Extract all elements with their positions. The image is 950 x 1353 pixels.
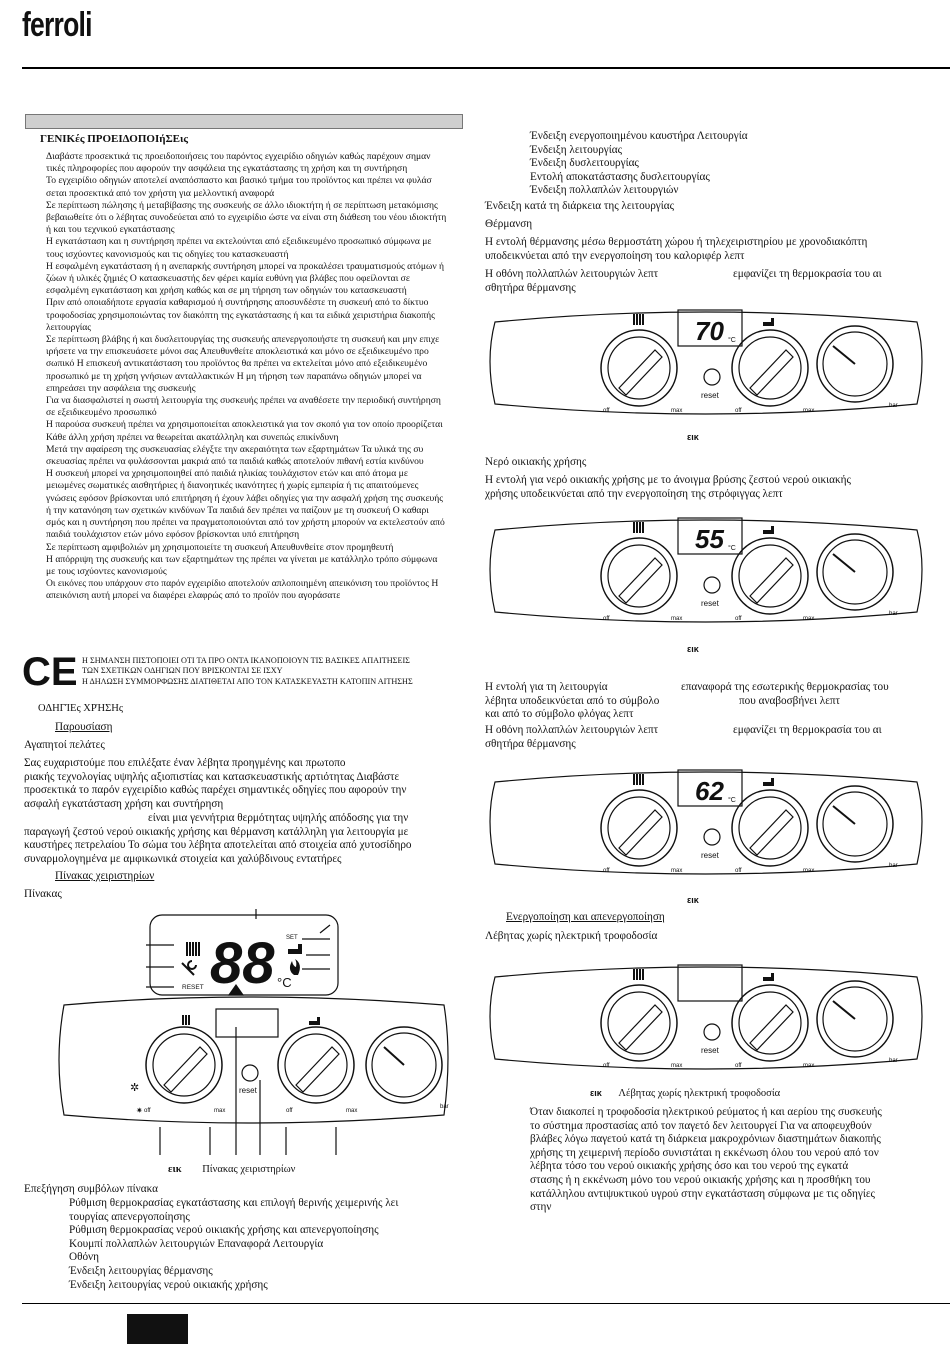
final-line: στασης ή η εκκένωση μόνο του νερού οικιακής χρήσης και η προσθήκη του <box>530 1173 871 1186</box>
display-value: 62 <box>695 776 724 806</box>
fig-prefix: εικ <box>168 1164 182 1175</box>
section-bar <box>25 114 463 129</box>
final-line: χρήσης τη χειμερινή περίοδο συνιστάται η εκκένωση όλου του νερού από τον <box>530 1146 879 1159</box>
panel-off <box>485 955 930 1083</box>
knob-off-label: off <box>144 1108 151 1114</box>
final-line: Όταν διακοπεί η τροφοδοσία ηλεκτρικού ρεύματος ή και αερίου της συσκευής <box>530 1106 882 1118</box>
brand-logo: ferroli <box>22 6 92 44</box>
warning-line: ζώων ή υλικές ζημιές Ο κατασκευαστής δεν φέρει καμία ευθύνη για βλάβες που οφείλονται σε <box>46 273 410 285</box>
knob-off-label: off <box>603 868 610 874</box>
panel-body <box>59 997 448 1123</box>
footer-rule <box>22 1303 950 1304</box>
warning-line: γνώσεις εφόσον βρίσκονται υπό επιτήρηση ή έχουν λάβει οδηγίες για την ασφαλή χρήση της συσκευής <box>46 492 444 504</box>
display-value: 70 <box>695 316 724 346</box>
small-display <box>216 1009 278 1037</box>
text-part: που αναβοσβήνει λεπτ <box>739 694 841 707</box>
knob-max-label: max <box>671 1063 683 1069</box>
desc-line: παραγωγή ζεστού νερού οικιακής χρήσης και θέρμανση κατάλληλη για λειτουργία με <box>24 825 409 838</box>
gauge-bar-label: bar <box>440 1104 449 1110</box>
fig-label: εικ <box>687 895 699 905</box>
panel-comfort <box>485 760 930 888</box>
reset-label: reset <box>701 1046 719 1055</box>
legend-item: Οθόνη <box>69 1251 99 1264</box>
reset-label: reset <box>701 391 719 400</box>
warnings-list <box>46 151 466 603</box>
legend-title: Επεξήγηση συμβόλων πίνακα <box>24 1183 158 1195</box>
tap-icon <box>763 778 774 786</box>
knob-off-label: off <box>603 408 610 414</box>
display-unit: °C <box>728 797 736 804</box>
fig-caption-text: Λέβητας χωρίς ηλεκτρική τροφοδοσία <box>618 1088 781 1099</box>
intro-line: προσεκτικά το παρόν εγχειρίδιο καθώς παρέχει σημαντικές οδηγίες που αφορούν την <box>24 784 407 797</box>
display-window <box>678 965 742 1001</box>
ce-line: ΤΩΝ ΣΧΕΤΙΚΩΝ ΟΔΗΓΙΩΝ ΠΟΥ ΒΡΙΣΚΟΝΤΑΙ ΣΕ ΙΣΧΥ <box>82 666 283 676</box>
nopower-title: Λέβητας χωρίς ηλεκτρική τροφοδοσία <box>485 930 658 942</box>
dhw-line: χρήσης υποδεικνύεται από την ενεργοποίηση της στρόφιγγας λεπτ <box>485 487 783 500</box>
display-unit: °C <box>277 975 292 990</box>
panel-heating <box>485 300 930 428</box>
fig-prefix: εικ <box>590 1088 602 1098</box>
comfort-line: και από το σύμβολο φλόγας λεπτ <box>485 708 634 721</box>
gauge-bar-label: bar <box>889 611 898 617</box>
instructions-title: ΟΔΗΓΊΕς ΧΡΉΣΗς <box>38 703 123 714</box>
ce-text <box>82 656 413 687</box>
warning-line: Σε περίπτωση βλάβης ή και δυσλειτουργίας της συσκευής απενεργοποιήστε τη συσκευή και μην επιχε <box>46 334 440 346</box>
warning-line: σε εξειδικευμένο προσωπικό <box>46 407 157 419</box>
final-paragraph <box>530 1106 882 1215</box>
warning-line: Το εγχειρίδιο οδηγιών αποτελεί αναπόσπαστο και βασικό τμήμα του προϊόντος και πρέπει να φυλάσ <box>46 175 432 187</box>
legend-item: Ρύθμιση θερμοκρασίας εγκατάστασης και επιλογή θερινής χειμερινής λει <box>69 1197 399 1209</box>
final-line: βλάβες λόγω παγετού κατά τη διάρκεια μακροχρόνιων διαστημάτων διακοπής <box>530 1133 881 1146</box>
warning-line: Μετά την αφαίρεση της συσκευασίας ελέγξτε την ακεραιότητα των εξαρτημάτων Τα υλικά της συ <box>46 443 424 455</box>
warning-line: σμός και η συντήρηση που πρέπει να πραγματοποιούνται από τον χρήστη μπορούν να εκτελεστούν από <box>46 517 445 529</box>
warning-line: τικές πληροφορίες που αφορούν την ασφάλεια της εγκατάστασης τη χρήση και τη συντήρηση <box>46 163 408 175</box>
warning-line: με τους ισχύοντες κανονισμούς <box>46 565 167 577</box>
heating-display-paragraph <box>485 268 925 295</box>
warning-line: Οι εικόνες που υπάρχουν στο παρόν εγχειρίδιο αποτελούν απλοποιημένη απεικόνιση του προϊόντος Η <box>46 578 439 590</box>
legend-item: Ένδειξη λειτουργίας <box>530 143 623 156</box>
display-value: 55 <box>695 524 724 554</box>
knob2-max-label: max <box>803 1063 815 1069</box>
intro-line: ασφαλή εγκατάσταση χρήση και συντήρηση <box>24 797 224 810</box>
warning-line: Η συσκευή μπορεί να χρησιμοποιηθεί από παιδιά ηλικίας τουλάχιστον ετών και από άτομα με <box>46 468 408 480</box>
display-set-label: SET <box>286 935 298 941</box>
greeting: Αγαπητοί πελάτες <box>24 739 105 751</box>
warning-line: ή και του τεχνικού εγκατάστασης <box>46 224 175 236</box>
panel-label: Πίνακας <box>24 888 62 900</box>
knob-max-label: max <box>214 1108 226 1114</box>
warning-line: σκευασίας πρέπει να φυλάσσονται μακριά από τα παιδιά καθώς αποτελούν πιθανή εστία κινδύνου <box>46 456 424 468</box>
figure-caption <box>168 1163 295 1177</box>
legend-item: Κουμπί πολλαπλών λειτουργιών Επαναφορά Λειτουργία <box>69 1237 324 1250</box>
wrench-icon <box>182 961 196 975</box>
heating-line: υποδεικνύεται από την ενεργοποίηση του καλοριφέρ λεπτ <box>485 249 745 262</box>
onoff-heading: Ενεργοποίηση και απενεργοποίηση <box>506 911 665 923</box>
knob-max-label: max <box>671 408 683 414</box>
comfort-display-line <box>485 724 925 738</box>
ce-line: Η ΔΗΛΩΣΗ ΣΥΜΜΟΡΦΩΣΗΣ ΔΙΑΤΙΘΕΤΑΙ ΑΠΟ ΤΟΝ ΚΑΤΑΣΚΕΥΑΣΤΗ ΚΑΤΟΠΙΝ ΑΙΤΗΣΗΣ <box>82 676 413 686</box>
warning-line: εσφαλμένη εγκατάσταση και χρήση καθώς και σε μη τήρηση των οδηγιών του κατασκευαστή <box>46 285 407 297</box>
warning-line: ιρήσετε να την επισκευάσετε μόνοι σας Απευθυνθείτε αποκλειστικά και μόνο σε εξειδικευμένο προ <box>46 346 429 358</box>
desc-line: συναρμολογημένα με αμφικωνικά στοιχεία και χαλύβδινους εντατήρες <box>24 852 342 865</box>
header-rule <box>22 67 950 69</box>
fig-caption-text: Πίνακας χειριστηρίων <box>202 1164 296 1175</box>
text-part: εμφανίζει τη θερμοκρασία του αι <box>733 268 882 280</box>
warning-line: Η εγκατάσταση και η συντήρηση πρέπει να εκτελούνται από εξειδικευμένο προσωπικό σύμφωνα με <box>46 236 432 248</box>
warning-line: ή την κατανόηση των σχετικών κινδύνων Τα παιδιά δεν πρέπει να παίζουν με τη συσκευή Ο καθαρι <box>46 504 429 516</box>
reset-button <box>704 369 720 385</box>
warning-line: παιδιά τουλάχιστον ετών μόνο εφόσον βρίσκονται υπό επιτήρηση <box>46 529 300 541</box>
comfort-display-line: σθητήρα θέρμανσης <box>485 737 576 750</box>
heating-line: Η εντολή θέρμανσης μέσω θερμοστάτη χώρου ή τηλεχειριστηρίου με χρονοδιακόπτη <box>485 236 868 248</box>
panel-heading: Πίνακας χειριστηρίων <box>55 870 155 882</box>
gauge-bar-label: bar <box>889 863 898 869</box>
warning-line: τους ισχύοντες κανονισμούς και τις οδηγίες του κατασκευαστή <box>46 248 289 260</box>
warning-line: Σε περίπτωση αμφιβολιών μη χρησιμοποιείτε τη συσκευή Απευθυνθείτε στον προμηθευτή <box>46 541 394 553</box>
legend-item: Ένδειξη ενεργοποιημένου καυστήρα Λειτουργία <box>530 130 748 142</box>
small-tap-icon <box>309 1017 320 1025</box>
warning-line: σωπικό Η επισκευή αντικατάσταση του προϊόντος θα πρέπει να εκτελείται μόνο από εξειδικευμένο <box>46 358 428 370</box>
flame-icon <box>290 959 300 975</box>
description-paragraph <box>24 812 412 866</box>
legend-continued <box>530 130 748 198</box>
knob2-off-label: off <box>735 616 742 622</box>
legend-list <box>69 1197 398 1292</box>
snowflake-icon: ✲ <box>130 1081 140 1094</box>
during-operation-title: Ένδειξη κατά τη διάρκεια της λειτουργίας <box>485 200 675 212</box>
text-part: λέβητα υποδεικνύεται από το σύμβολο <box>485 694 660 707</box>
gauge-needle <box>384 1047 404 1065</box>
section-title: ΓΕΝΙΚές ΠΡΟΕΙΔΟΠΟΙήΣΕις <box>40 133 189 145</box>
desc-line: καυστήρες πετρελαίου Το σώμα του λέβητα αποτελείται από στοιχεία από χυτοσίδηρο <box>24 839 412 852</box>
callout-line <box>320 925 330 933</box>
warning-line: μειωμένες σωματικές αισθητήριες ή διανοητικές ικανότητες ή χωρίς εμπειρία ή τις απαιτούμενες <box>46 480 419 492</box>
tap-icon <box>288 944 302 954</box>
warning-line: Η εσφαλμένη εγκατάσταση ή η ανεπαρκής συντήρηση μπορεί να προκαλέσει τραυματισμούς ατόμων ή <box>46 260 445 272</box>
warning-line: Σε περίπτωση πώλησης ή μεταβίβασης της συσκευής σε άλλο ιδιοκτήτη ή σε περίπτωση μετακόμισης <box>46 199 438 211</box>
dhw-title: Νερό οικιακής χρήσης <box>485 456 587 468</box>
warning-line: Διαβάστε προσεκτικά τις προειδοποιήσεις του παρόντος εγχειρίδιο οδηγιών καθώς παρέχουν σημαν <box>46 151 431 162</box>
warning-line: Πριν από οποιαδήποτε εργασία καθαρισμού ή συντήρησης αποσυνδέστε τη συσκευή από το δίκτυο <box>46 297 429 309</box>
knob-off-label: off <box>603 616 610 622</box>
intro-line: ριακής τεχνολογίας υψηλής αξιοπιστίας και κατασκευαστικής αρτιότητας Διαβάστε <box>24 770 400 783</box>
warning-line: Για να διασφαλιστεί η σωστή λειτουργία της συσκευής πρέπει να αναθέσετε την περιοδική συντήρηση <box>46 395 441 407</box>
intro-heading: Παρουσίαση <box>55 721 113 733</box>
legend-item: Εντολή αποκατάστασης δυσλειτουργίας <box>530 170 710 183</box>
final-line: στην <box>530 1201 552 1214</box>
dhw-paragraph <box>485 474 851 501</box>
knob2-off-label: off <box>286 1108 293 1114</box>
knob2-max-label: max <box>803 408 815 414</box>
reset-label: reset <box>239 1086 257 1095</box>
panel-dhw <box>485 508 930 636</box>
knob2-off-label: off <box>735 868 742 874</box>
legend-item: τουργίας απενεργοποίησης <box>69 1210 190 1223</box>
sun-icon: ✷ <box>136 1106 143 1115</box>
warning-line: Κάθε άλλη χρήση πρέπει να θεωρείται ακατάλληλη και συνεπώς επικίνδυνη <box>46 431 339 443</box>
display-digits: 88 <box>210 931 275 996</box>
fig-label: εικ <box>687 644 699 654</box>
display-unit: °C <box>728 545 736 552</box>
ce-mark: CE <box>22 650 78 694</box>
final-line: το σύστημα προστασίας από τον παγετό δεν λειτουργεί Για να αποφευχθούν <box>530 1119 872 1132</box>
reset-button <box>704 1024 720 1040</box>
text-part: Η οθόνη πολλαπλών λειτουργιών λεπτ <box>485 724 659 736</box>
warning-line: προσωπικό με τη χρήση γνήσιων ανταλλακτικών Η μη τήρηση των παραπάνω οδηγιών μπορεί να <box>46 370 422 382</box>
tap-icon <box>763 526 774 534</box>
legend-item: Ένδειξη λειτουργίας θέρμανσης <box>69 1264 213 1277</box>
warning-line: λειτουργίας <box>46 321 92 333</box>
control-panel-figure <box>24 905 464 1160</box>
knob2-max-label: max <box>803 616 815 622</box>
text-part: Η εντολή για τη λειτουργία <box>485 681 608 693</box>
final-line: κατάλληλου αντιψυκτικού υγρού στην εγκατάσταση σύμφωνα με τις οδηγίες <box>530 1187 875 1200</box>
knob2-off-label: off <box>735 1063 742 1069</box>
desc-line: είναι μια γεννήτρια θερμότητας υψηλής απόδοσης για την <box>148 812 409 824</box>
warning-line: Η απόρριψη της συσκευής και των εξαρτημάτων της πρέπει να γίνεται με κατάλληλο τρόπο σύμφωνα <box>46 553 438 565</box>
text-part: επαναφορά της εσωτερικής θερμοκρασίας του <box>681 681 889 693</box>
comfort-paragraph <box>485 681 930 722</box>
warning-line: απεικόνιση αυτή μπορεί να διαφέρει ελαφρώς από το προϊόν που αγοράσατε <box>46 590 341 602</box>
tap-icon <box>763 973 774 981</box>
page-number-block <box>127 1314 188 1344</box>
radiator-icon <box>186 942 200 956</box>
intro-line: Σας ευχαριστούμε που επιλέξατε έναν λέβητα προηγμένης και πρωτοπο <box>24 757 346 769</box>
reset-button <box>704 577 720 593</box>
reset-button <box>242 1065 258 1081</box>
heating-title: Θέρμανση <box>485 218 533 230</box>
reset-button <box>704 829 720 845</box>
comfort-display-paragraph <box>485 724 925 751</box>
knob-off-label: off <box>603 1063 610 1069</box>
text-part: Η οθόνη πολλαπλών λειτουργιών λεπτ <box>485 268 659 280</box>
ce-line: Η ΣΗΜΑΝΣΗ ΠΙΣΤΟΠΟΙΕΙ ΟΤΙ ΤΑ ΠΡΟ ΟΝΤΑ ΙΚΑΝΟΠΟΙΟΥΝ ΤΙΣ ΒΑΣΙΚΕΣ ΑΠΑΙΤΗΣΕΙΣ <box>82 656 410 665</box>
figure-caption <box>590 1087 780 1101</box>
gauge-bar-label: bar <box>889 403 898 409</box>
gauge-bar-label: bar <box>889 1058 898 1064</box>
warning-line: βεβαιωθείτε ότι ο λέβητας συνοδεύεται από το εγχειρίδιο ώστε να είναι στη διάθεση του νέου ιδιοκτήτη <box>46 212 447 224</box>
heating-display-line: σθητήρα θέρμανσης <box>485 281 576 294</box>
display-reset-label: RESET <box>182 984 204 991</box>
small-radiator-icon <box>182 1015 190 1025</box>
heating-paragraph <box>485 236 867 263</box>
fig-label: εικ <box>687 432 699 442</box>
knob2-off-label: off <box>735 408 742 414</box>
legend-item: Ρύθμιση θερμοκρασίας νερού οικιακής χρήσης και απενεργοποίησης <box>69 1224 379 1237</box>
legend-item: Ένδειξη δυσλειτουργίας <box>530 157 639 170</box>
warning-line: επηρεάσει την ασφάλεια της συσκευής <box>46 382 196 394</box>
dhw-line: Η εντολή για νερό οικιακής χρήσης με το άνοιγμα βρύσης ζεστού νερού οικιακής <box>485 474 851 486</box>
legend-item: Ένδειξη λειτουργίας νερού οικιακής χρήσης <box>69 1278 268 1291</box>
text-part: εμφανίζει τη θερμοκρασία του αι <box>733 724 882 736</box>
reset-label: reset <box>701 599 719 608</box>
warning-line: σεται προσεκτικά από τον χρήστη για μελλοντική αναφορά <box>46 187 275 199</box>
knob2-max-label: max <box>803 868 815 874</box>
warning-line: τροφοδοσίας χρησιμοποιώντας τον διακόπτη της εγκατάστασης ή και τα ειδικά χειριστήρια διακοπής <box>46 309 435 321</box>
final-line: λέβητα τόσο του νερού οικιακής χρήσης όσο και του νερού της εγκατά <box>530 1160 849 1173</box>
comfort-line <box>485 681 930 695</box>
warning-line: Η παρούσα συσκευή πρέπει να χρησιμοποιείται αποκλειστικά για τον σκοπό για τον οποίο προορίζεται <box>46 419 443 431</box>
knob2-max-label: max <box>346 1108 358 1114</box>
heating-display-line <box>485 268 925 282</box>
comfort-line <box>485 695 930 709</box>
display-unit: °C <box>728 337 736 344</box>
tap-icon <box>763 318 774 326</box>
knob-max-label: max <box>671 868 683 874</box>
intro-paragraph <box>24 757 406 811</box>
reset-label: reset <box>701 851 719 860</box>
legend-item: Ένδειξη πολλαπλών λειτουργιών <box>530 184 679 197</box>
knob-max-label: max <box>671 616 683 622</box>
